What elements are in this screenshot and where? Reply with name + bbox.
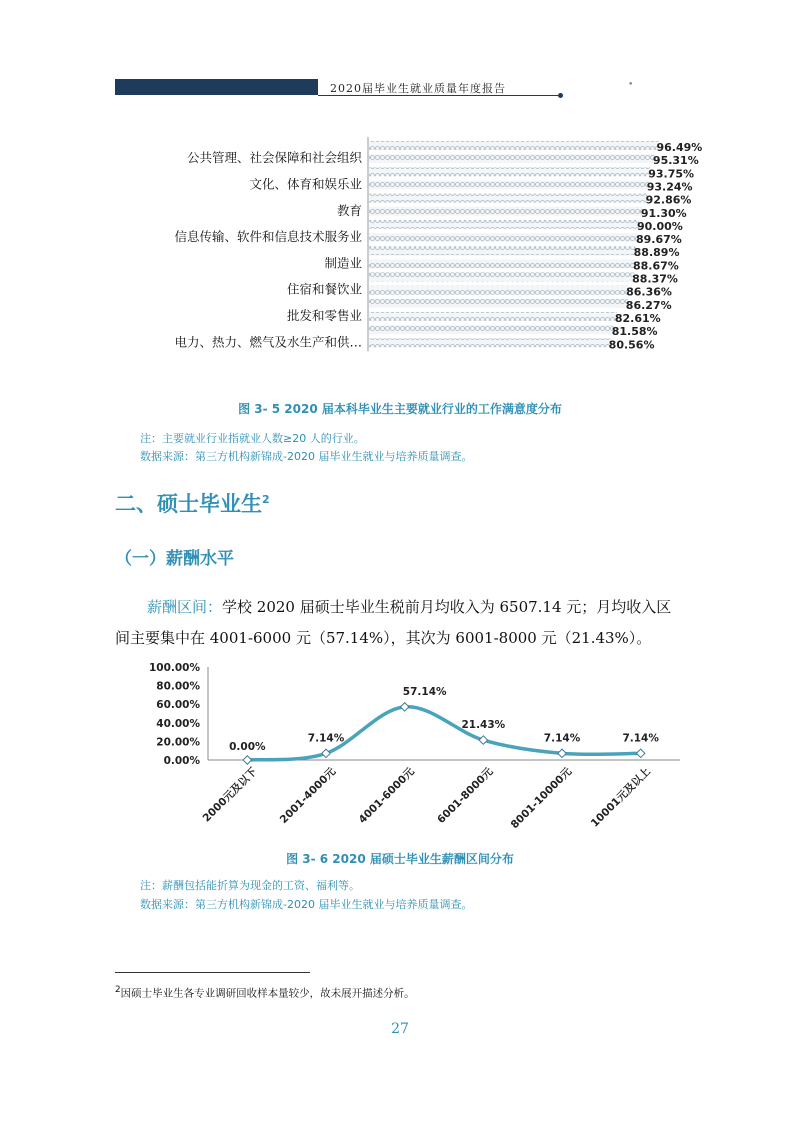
- satisfaction-bar-chart: [150, 135, 703, 360]
- bar: [369, 180, 649, 189]
- figure1-source: 数据来源：第三方机构新锦成-2020 届毕业生就业与培养质量调查。: [140, 450, 473, 463]
- x-tick-label: 2001-4000元: [277, 765, 339, 826]
- y-tick-label: 20.00%: [156, 736, 200, 749]
- bar-value-label: 88.89%: [633, 246, 680, 260]
- bar-value-label: 82.61%: [614, 311, 661, 325]
- section-heading-text: 二、硕士毕业生: [115, 492, 262, 516]
- category-label: 公共管理、社会保障和社会组织: [186, 150, 362, 166]
- paragraph-lead: 薪酬区间：: [147, 598, 223, 616]
- footnote-text: 因硕士毕业生各专业调研回收样本量较少，故未展开描述分析。: [120, 987, 415, 1000]
- footnote-ref: 2: [262, 493, 270, 506]
- y-tick-label: 0.00%: [163, 755, 200, 767]
- bar-value-label: 96.49%: [656, 141, 703, 154]
- bar: [369, 259, 635, 268]
- data-label: 7.14%: [622, 732, 659, 745]
- bar: [369, 325, 614, 334]
- bar: [369, 220, 639, 229]
- y-tick-label: 60.00%: [156, 699, 200, 712]
- bar: [369, 167, 650, 176]
- category-label: 制造业: [324, 255, 362, 271]
- header-title: 2020届毕业生就业质量年度报告: [330, 82, 506, 95]
- salary-line-chart: [140, 655, 700, 845]
- figure2-source: 数据来源：第三方机构新锦成-2020 届毕业生就业与培养质量调查。: [140, 898, 473, 911]
- bar-value-label: 86.36%: [626, 285, 672, 299]
- category-label: 批发和零售业: [286, 307, 362, 323]
- category-label: 信息传输、软件和信息技术服务业: [174, 229, 362, 245]
- category-label: 电力、热力、燃气及水生产和供…: [174, 334, 362, 350]
- x-tick-label: 6001-8000元: [435, 765, 496, 826]
- category-label: 住宿和餐饮业: [286, 281, 362, 297]
- category-label: 文化、体育和娱乐业: [249, 176, 362, 192]
- data-label: 7.14%: [543, 732, 581, 745]
- data-point: [243, 756, 251, 764]
- y-tick-label: 100.00%: [148, 662, 200, 674]
- bar: [369, 154, 655, 163]
- bar: [369, 338, 611, 347]
- bar-value-label: 93.24%: [646, 180, 693, 194]
- footnote-marker: 2: [115, 985, 121, 995]
- figure1-note: 注：主要就业行业指就业人数≥20 人的行业。: [140, 432, 365, 445]
- bar: [369, 141, 658, 150]
- bar-value-label: 88.37%: [632, 272, 678, 286]
- paragraph-text: 学校 2020 届硕士毕业生税前月均收入为 6507.14 元；月均收入区间主要集中在 4001-6000 元（57.14%），其次为 6001-8000 元（21.43%）。: [115, 598, 672, 647]
- data-label: 57.14%: [402, 685, 447, 698]
- header-bar: [115, 79, 318, 95]
- data-point: [479, 736, 487, 744]
- bar: [369, 312, 617, 321]
- footnote: [115, 985, 415, 1001]
- bar-value-label: 86.27%: [625, 298, 672, 312]
- bar-value-label: 92.86%: [645, 193, 692, 207]
- bar: [369, 194, 648, 203]
- bar: [369, 207, 643, 216]
- data-point: [558, 749, 566, 757]
- bar-value-label: 89.67%: [636, 233, 682, 247]
- subsection-heading: （一）薪酬水平: [115, 549, 234, 569]
- figure2-note: 注：薪酬包括能折算为现金的工资、福利等。: [140, 879, 360, 892]
- data-label: 21.43%: [461, 719, 506, 732]
- y-tick-label: 40.00%: [156, 717, 200, 730]
- header-mark: •: [628, 80, 634, 90]
- x-tick-label: 10001元及以上: [588, 765, 653, 830]
- bar: [369, 246, 636, 255]
- data-point: [400, 703, 408, 711]
- salary-paragraph: [115, 592, 685, 654]
- figure1-caption: 图 3- 5 2020 届本科毕业生主要就业行业的工作满意度分布: [238, 402, 562, 416]
- x-tick-label: 8001-10000元: [508, 765, 575, 832]
- data-label: 7.14%: [307, 732, 345, 745]
- series-line: [247, 707, 640, 760]
- bar-value-label: 88.67%: [633, 259, 679, 273]
- y-tick-label: 80.00%: [156, 680, 200, 693]
- footnote-rule: [115, 972, 310, 973]
- data-point: [636, 749, 644, 757]
- section-heading: [115, 488, 270, 518]
- header-dot-icon: [558, 93, 563, 98]
- category-label: 教育: [336, 202, 362, 218]
- bar-value-label: 95.31%: [652, 154, 699, 168]
- bar: [369, 299, 628, 308]
- x-tick-label: 2000元及以下: [200, 765, 260, 825]
- x-tick-label: 4001-6000元: [356, 765, 417, 826]
- bar-value-label: 90.00%: [637, 219, 683, 233]
- data-label: 0.00%: [229, 741, 266, 753]
- bar: [369, 233, 638, 242]
- bar: [369, 286, 628, 295]
- bar: [369, 273, 634, 282]
- page-number: 27: [391, 1021, 409, 1037]
- bar-value-label: 91.30%: [640, 206, 687, 220]
- bar-value-label: 80.56%: [608, 338, 655, 352]
- bar-value-label: 93.75%: [648, 167, 695, 181]
- figure2-caption: 图 3- 6 2020 届硕士毕业生薪酬区间分布: [286, 852, 514, 866]
- bar-value-label: 81.58%: [611, 325, 658, 339]
